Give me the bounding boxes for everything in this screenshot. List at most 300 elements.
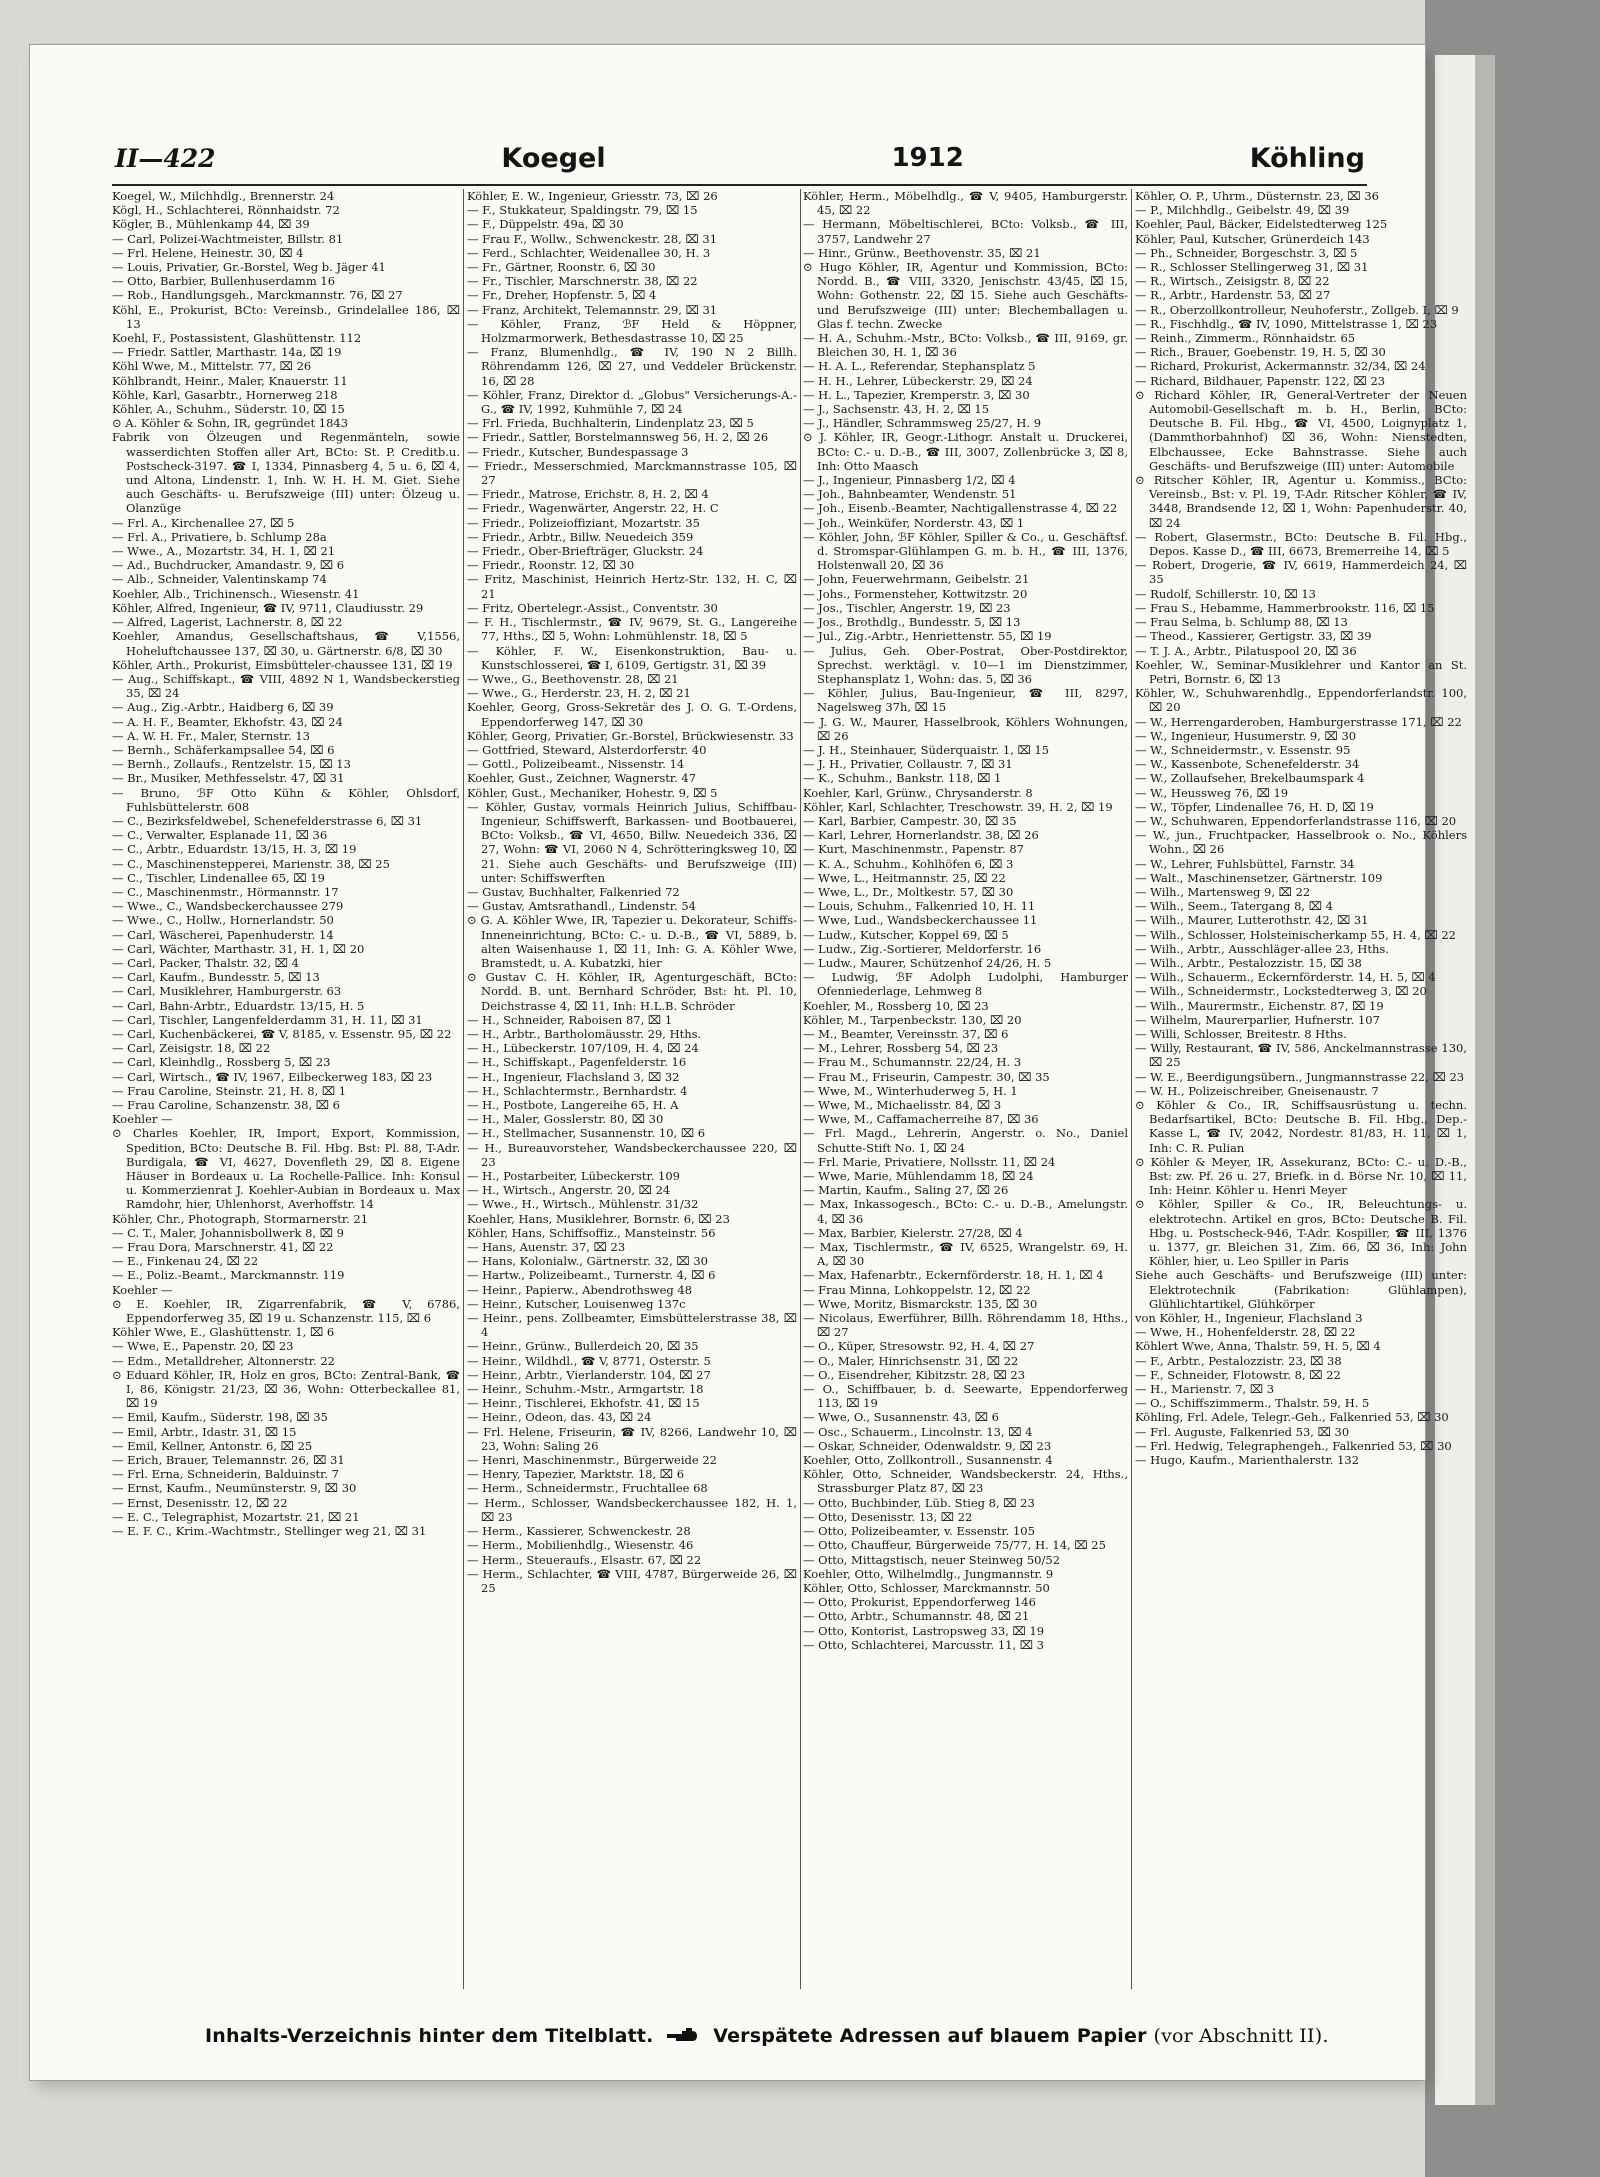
directory-entry: — Fr., Dreher, Hopfenstr. 5, ⌧ 4 xyxy=(467,288,657,303)
directory-entry: — C., Verwalter, Esplanade 11, ⌧ 36 xyxy=(112,828,328,843)
directory-entry: — Joh., Bahnbeamter, Wendenstr. 51 xyxy=(803,487,1017,502)
directory-entry: — Franz, Blumenhdlg., ☎ IV, 190 N 2 Billh. Röhrendamm 126, ⌧ 27, und Veddeler Brückenstr. 16, ⌧ 28 xyxy=(467,345,797,388)
directory-entry: — E., Poliz.-Beamt., Marckmannstr. 119 xyxy=(112,1268,345,1283)
directory-entry: Koehler, Amandus, Gesellschaftshaus, ☎ V,1556, Hoheluftchaussee 137, ⌧ 30, u. Gärtnerstr. 6/8, ⌧ 30 xyxy=(112,629,460,658)
directory-entry: — Ad., Buchdrucker, Amandastr. 9, ⌧ 6 xyxy=(112,558,345,573)
directory-entry: — Otto, Kontorist, Lastropsweg 33, ⌧ 19 xyxy=(803,1623,1045,1638)
head-year: 1912 xyxy=(891,143,964,173)
directory-entry: — Wwe, Lud., Wandsbeckerchaussee 11 xyxy=(803,913,1038,928)
directory-entry: Köhler, M., Tarpenbeckstr. 130, ⌧ 20 xyxy=(803,1012,1022,1027)
directory-entry: — Herm., Schneidermstr., Fruchtallee 68 xyxy=(467,1481,708,1496)
directory-entry: — Frau M., Friseurin, Campestr. 30, ⌧ 35 xyxy=(803,1069,1050,1084)
directory-entry: Koehler, Paul, Bäcker, Eidelstedterweg 125 xyxy=(1135,217,1388,232)
directory-entry: Fabrik von Ölzeugen und Regenmänteln, sowie wasserdichten Stoffen aller Art, BCto: St. P. Creditb.u. Postscheck-3197. ☎ I, 1334, Pinnasberg 4, 5 u. 6, ⌧ 4, und Altona, Lindenstr. 1, Inh. W. H. H. M. Giet. Siehe auch Geschäfts- u. Berufszweige (III) unter: Ölzeug u. Olanzüge xyxy=(112,430,460,516)
directory-entry: — Frau Minna, Lohkoppelstr. 12, ⌧ 22 xyxy=(803,1282,1031,1297)
directory-entry: — Gustav, Buchhalter, Falkenried 72 xyxy=(467,884,680,899)
directory-entry: — Martin, Kaufm., Saling 27, ⌧ 26 xyxy=(803,1183,1009,1198)
directory-entry: — Wilh., Martensweg 9, ⌧ 22 xyxy=(1135,884,1311,899)
directory-entry: — J., Sachsenstr. 43, H. 2, ⌧ 15 xyxy=(803,402,990,417)
directory-entry: — Hinr., Grünw., Beethovenstr. 35, ⌧ 21 xyxy=(803,245,1041,260)
directory-entry: — Carl, Musiklehrer, Hamburgerstr. 63 xyxy=(112,984,342,999)
directory-entry: — Emil, Kellner, Antonstr. 6, ⌧ 25 xyxy=(112,1438,313,1453)
directory-column-1 xyxy=(112,189,460,1989)
directory-entry: — W., Kassenbote, Schenefelderstr. 34 xyxy=(1135,757,1360,772)
directory-entry: — Friedr. Sattler, Marthastr. 14a, ⌧ 19 xyxy=(112,345,342,360)
directory-entry: — Otto, Polizeibeamter, v. Essenstr. 105 xyxy=(803,1524,1035,1539)
directory-entry: — J. H., Steinhauer, Süderquaistr. 1, ⌧ 15 xyxy=(803,742,1050,757)
directory-entry: — Wilh., Seem., Tatergang 8, ⌧ 4 xyxy=(1135,899,1333,914)
footer-index-note: Inhalts-Verzeichnis hinter dem Titelblatt. xyxy=(205,2025,654,2047)
directory-entry: — H., Wirtsch., Angerstr. 20, ⌧ 24 xyxy=(467,1183,671,1198)
directory-entry: Köhlbrandt, Heinr., Maler, Knauerstr. 11 xyxy=(112,373,348,388)
directory-entry: — Heinr., Kutscher, Louisenweg 137c xyxy=(467,1296,686,1311)
directory-entry: — Heinr., Odeon, das. 43, ⌧ 24 xyxy=(467,1410,652,1425)
directory-entry: — Heinr., Tischlerei, Ekhofstr. 41, ⌧ 15 xyxy=(467,1396,700,1411)
directory-entry: — Herm., Schlachter, ☎ VIII, 4787, Bürgerweide 26, ⌧ 25 xyxy=(467,1566,797,1595)
directory-entry: — Herm., Kassierer, Schwenckestr. 28 xyxy=(467,1524,691,1539)
directory-entry: — Wwe., G., Herderstr. 23, H. 2, ⌧ 21 xyxy=(467,686,691,701)
directory-entry: Köhler, Paul, Kutscher, Grünerdeich 143 xyxy=(1135,231,1370,246)
directory-entry: ⊙ Köhler & Co., IR, Schiffsausrüstung u. techn. Bedarfsartikel, BCto: Deutsche B. Fil. Hbg., Dep.-Kasse L, ☎ IV, 2042, Nordestr. 81/83, H. 11, ⌧ 1, Inh: C. R. Pulian xyxy=(1135,1098,1467,1155)
directory-entry: — Carl, Wächter, Marthastr. 31, H. 1, ⌧ 20 xyxy=(112,941,365,956)
directory-entry: — Otto, Arbtr., Schumannstr. 48, ⌧ 21 xyxy=(803,1609,1030,1624)
directory-entry: Koehler — xyxy=(112,1112,173,1127)
directory-entry: Siehe auch Geschäfts- und Berufszweige (III) unter: Elektrotechnik (Fabrikation: Glühlampen), Glühlichtartikel, Glühkörper xyxy=(1135,1268,1467,1311)
directory-column-3 xyxy=(803,189,1128,1989)
directory-entry: Koehler, W., Seminar-Musiklehrer und Kantor an St. Petri, Bornstr. 6, ⌧ 13 xyxy=(1135,657,1467,686)
directory-entry: Koehl, F., Postassistent, Glashüttenstr. 112 xyxy=(112,331,362,346)
directory-entry: — J. H., Privatier, Collaustr. 7, ⌧ 31 xyxy=(803,757,1013,772)
directory-entry: — F., Schneider, Flotowstr. 8, ⌧ 22 xyxy=(1135,1367,1341,1382)
directory-entry: Köhler, Otto, Schneider, Wandsbeckerstr. 24, Hths., Strassburger Platz 87, ⌧ 23 xyxy=(803,1467,1128,1496)
directory-entry: — E. C., Telegraphist, Mozartstr. 21, ⌧ 21 xyxy=(112,1509,360,1524)
directory-entry: — Richard, Bildhauer, Papenstr. 122, ⌧ 23 xyxy=(1135,373,1386,388)
directory-entry: — Karl, Barbier, Campestr. 30, ⌧ 35 xyxy=(803,813,1017,828)
directory-entry: — Köhler, F. W., Eisenkonstruktion, Bau- u. Kunstschlosserei, ☎ I, 6109, Gertigstr. 31, ⌧ 39 xyxy=(467,643,797,672)
directory-entry: — Frl. Auguste, Falkenried 53, ⌧ 30 xyxy=(1135,1424,1350,1439)
directory-entry: — Frl. Magd., Lehrerin, Angerstr. o. No., Daniel Schutte-Stift No. 1, ⌧ 24 xyxy=(803,1126,1128,1155)
directory-entry: Köhler, Chr., Photograph, Stormarnerstr. 21 xyxy=(112,1211,369,1226)
directory-entry: — Wilh., Schauerm., Eckernförderstr. 14, H. 5, ⌧ 4 xyxy=(1135,970,1436,985)
directory-entry: — C., Maschinenmstr., Hörmannstr. 17 xyxy=(112,884,339,899)
directory-entry: — Rich., Brauer, Goebenstr. 19, H. 5, ⌧ 30 xyxy=(1135,345,1386,360)
directory-entry: — E. F. C., Krim.-Wachtmstr., Stellinger weg 21, ⌧ 31 xyxy=(112,1524,427,1539)
directory-entry: Koehler, Otto, Zollkontroll., Susannenstr. 4 xyxy=(803,1453,1053,1468)
directory-entry: — C., Arbtr., Eduardstr. 13/15, H. 3, ⌧ 19 xyxy=(112,842,357,857)
directory-entry: Koehler, Hans, Musiklehrer, Bornstr. 6, ⌧ 23 xyxy=(467,1211,730,1226)
directory-entry: — Carl, Kaufm., Bundesstr. 5, ⌧ 13 xyxy=(112,970,320,985)
directory-entry: — Theod., Kassierer, Gertigstr. 33, ⌧ 39 xyxy=(1135,629,1372,644)
directory-entry: — Max, Barbier, Kielerstr. 27/28, ⌧ 4 xyxy=(803,1225,1023,1240)
directory-entry: — Carl, Polizei-Wachtmeister, Billstr. 81 xyxy=(112,231,344,246)
directory-entry: — Köhler, John, ℬF Köhler, Spiller & Co., u. Geschäftsf. d. Stromspar-Glühlampen G. m. b. H., ☎ III, 1376, Holstenwall 20, ⌧ 36 xyxy=(803,529,1128,573)
directory-entry: — Karl, Lehrer, Hornerlandstr. 38, ⌧ 26 xyxy=(803,828,1039,843)
directory-entry: — Carl, Wirtsch., ☎ IV, 1967, Eilbeckerweg 183, ⌧ 23 xyxy=(112,1069,433,1084)
directory-entry: — W., Ingenieur, Husumerstr. 9, ⌧ 30 xyxy=(1135,728,1357,743)
directory-entry: — Wwe., C., Wandsbeckerchaussee 279 xyxy=(112,899,344,914)
directory-entry: — Richard, Prokurist, Ackermannstr. 32/34, ⌧ 24 xyxy=(1135,359,1426,374)
directory-entry: — Wwe., C., Hollw., Hornerlandstr. 50 xyxy=(112,913,334,928)
directory-entry: — O., Maler, Hinrichsenstr. 31, ⌧ 22 xyxy=(803,1353,1019,1368)
directory-entry: — Friedr., Kutscher, Bundespassage 3 xyxy=(467,444,689,459)
directory-entry: — Herm., Schlosser, Wandsbeckerchaussee 182, H. 1, ⌧ 23 xyxy=(467,1495,797,1524)
directory-entry: — Carl, Packer, Thalstr. 32, ⌧ 4 xyxy=(112,955,299,970)
directory-entry: Koehler, Georg, Gross-Sekretär des J. O. G. T.-Ordens, Eppendorferweg 147, ⌧ 30 xyxy=(467,700,797,729)
directory-entry: — W., Lehrer, Fuhlsbüttel, Farnstr. 34 xyxy=(1135,856,1355,871)
directory-entry: — Wwe, E., Papenstr. 20, ⌧ 23 xyxy=(112,1339,294,1354)
directory-entry: — Gottl., Polizeibeamt., Nissenstr. 14 xyxy=(467,757,685,772)
directory-entry: — Friedr., Messerschmied, Marckmannstrasse 105, ⌧ 27 xyxy=(467,458,797,488)
directory-entry: — Ludwig, ℬF Adolph Ludolphi, Hamburger Ofenniederlage, Lehmweg 8 xyxy=(803,970,1128,999)
directory-entry: Köhler, Georg, Privatier, Gr.-Borstel, Brückwiesenstr. 33 xyxy=(467,728,794,743)
column-divider xyxy=(800,189,801,1989)
directory-entry: — Carl, Zeisigstr. 18, ⌧ 22 xyxy=(112,1041,271,1056)
running-head xyxy=(115,138,1365,178)
directory-entry: — Fr., Tischler, Marschnerstr. 38, ⌧ 22 xyxy=(467,274,698,289)
directory-entry: — O., Schiffbauer, b. d. Seewarte, Eppendorferweg 113, ⌧ 19 xyxy=(803,1382,1128,1411)
directory-entry: — Ernst, Desenisstr. 12, ⌧ 22 xyxy=(112,1495,288,1510)
directory-entry: — Heinr., Schuhm.-Mstr., Armgartstr. 18 xyxy=(467,1382,704,1397)
directory-entry: — Frau M., Schumannstr. 22/24, H. 3 xyxy=(803,1055,1022,1070)
directory-entry: — Frl. Erna, Schneiderin, Balduinstr. 7 xyxy=(112,1467,339,1482)
directory-entry: — C., Bezirksfeldwebel, Schenefelderstrasse 6, ⌧ 31 xyxy=(112,813,423,828)
directory-entry: — Carl, Tischler, Langenfelderdamm 31, H. 11, ⌧ 31 xyxy=(112,1012,423,1027)
directory-entry: — Bernh., Zollaufs., Rentzelstr. 15, ⌧ 13 xyxy=(112,757,351,772)
directory-entry: — C., Tischler, Lindenallee 65, ⌧ 19 xyxy=(112,870,325,885)
directory-entry: — Otto, Desenisstr. 13, ⌧ 22 xyxy=(803,1509,973,1524)
directory-entry: — Jul., Zig.-Arbtr., Henriettenstr. 55, ⌧ 19 xyxy=(803,629,1052,644)
directory-entry: — Fritz, Maschinist, Heinrich Hertz-Str. 132, H. C, ⌧ 21 xyxy=(467,572,797,601)
directory-entry: — Hans, Auenstr. 37, ⌧ 23 xyxy=(467,1240,626,1255)
directory-entry: — W., Herrengarderoben, Hamburgerstrasse 171, ⌧ 22 xyxy=(1135,714,1462,729)
directory-entry: — H., Postarbeiter, Lübeckerstr. 109 xyxy=(467,1169,680,1184)
directory-entry: Köhler, Karl, Schlachter, Treschowstr. 39, H. 2, ⌧ 19 xyxy=(803,799,1113,814)
column-divider xyxy=(463,189,464,1989)
directory-entry: — Frl. Hedwig, Telegraphengeh., Falkenried 53, ⌧ 30 xyxy=(1135,1438,1452,1453)
directory-entry: — Julius, Geh. Ober-Postrat, Ober-Postdirektor, Sprechst. werktägl. v. 10—1 im Dienstzimmer, Stephansplatz 1, Wohn: das. 5, ⌧ 36 xyxy=(803,643,1128,686)
directory-entry: — Reinh., Zimmerm., Rönnhaidstr. 65 xyxy=(1135,331,1356,346)
directory-entry: — Frau Caroline, Schanzenstr. 38, ⌧ 6 xyxy=(112,1098,341,1112)
directory-entry: — Gottfried, Steward, Alsterdorferstr. 40 xyxy=(467,742,707,757)
directory-column-4 xyxy=(1135,189,1467,1989)
directory-entry: — Frl. Marie, Privatiere, Nollsstr. 11, ⌧ 24 xyxy=(803,1154,1056,1169)
directory-entry: — Gustav, Amtsrathandl., Lindenstr. 54 xyxy=(467,899,696,914)
directory-entry: ⊙ J. Köhler, IR, Geogr.-Lithogr. Anstalt u. Druckerei, BCto: C.- u. D.-B., ☎ III, 3007, Zollenbrücke 3, ⌧ 8, Inh: Otto Maasch xyxy=(803,430,1128,473)
directory-entry: Koehler, Otto, Wilhelmdlg., Jungmannstr. 9 xyxy=(803,1566,1054,1581)
directory-entry: — Frau Selma, b. Schlump 88, ⌧ 13 xyxy=(1135,615,1348,630)
directory-entry: — H., Arbtr., Bartholomäusstr. 29, Hths. xyxy=(467,1026,702,1041)
directory-entry: — A. H. F., Beamter, Ekhofstr. 43, ⌧ 24 xyxy=(112,714,343,729)
directory-entry: — Herm., Mobilienhdlg., Wiesenstr. 46 xyxy=(467,1538,694,1553)
directory-entry: — Wwe., A., Mozartstr. 34, H. 1, ⌧ 21 xyxy=(112,544,336,559)
directory-entry: Köhler, E. W., Ingenieur, Griesstr. 73, ⌧ 26 xyxy=(467,189,718,203)
directory-entry: — Wwe, Moritz, Bismarckstr. 135, ⌧ 30 xyxy=(803,1296,1038,1311)
directory-entry: — W., Schuhwaren, Eppendorferlandstrasse 116, ⌧ 20 xyxy=(1135,813,1457,828)
directory-entry: — Wilhelm, Maurerparlier, Hufnerstr. 107 xyxy=(1135,1012,1380,1027)
directory-entry: Köhler, Gust., Mechaniker, Hohestr. 9, ⌧ 5 xyxy=(467,785,718,800)
directory-entry: — W., Schneidermstr., v. Essenstr. 95 xyxy=(1135,742,1351,757)
directory-entry: — W., jun., Fruchtpacker, Hasselbrook o. No., Köhlers Wohn., ⌧ 26 xyxy=(1135,828,1467,857)
directory-entry: — W. E., Beerdigungsübern., Jungmannstrasse 22, ⌧ 23 xyxy=(1135,1069,1465,1084)
directory-entry: — Joh., Eisenb.-Beamter, Nachtigallenstrasse 4, ⌧ 22 xyxy=(803,501,1118,516)
directory-entry: — Wilh., Maurer, Lutterothstr. 42, ⌧ 31 xyxy=(1135,913,1369,928)
head-first-name: Koegel xyxy=(501,142,606,174)
directory-entry: — Fritz, Obertelegr.-Assist., Conventstr. 30 xyxy=(467,600,718,615)
directory-entry: — Carl, Kuchenbäckerei, ☎ V, 8185, v. Essenstr. 95, ⌧ 22 xyxy=(112,1026,452,1041)
directory-entry: — Wwe, Marie, Mühlendamm 18, ⌧ 24 xyxy=(803,1169,1034,1184)
directory-entry: — F. H., Tischlermstr., ☎ IV, 9679, St. G., Langereihe 77, Hths., ⌧ 5, Wohn: Lohmühlenstr. 18, ⌧ 5 xyxy=(467,615,797,644)
directory-entry: — R., Fischhdlg., ☎ IV, 1090, Mittelstrasse 1, ⌧ 23 xyxy=(1135,316,1438,331)
directory-entry: — Otto, Mittagstisch, neuer Steinweg 50/52 xyxy=(803,1552,1061,1567)
directory-entry: — Edm., Metalldreher, Altonnerstr. 22 xyxy=(112,1353,335,1368)
directory-entry: — Nicolaus, Ewerführer, Billh. Röhrendamm 18, Hths., ⌧ 27 xyxy=(803,1311,1128,1340)
page-number: II—422 xyxy=(115,143,216,173)
directory-entry: — Osc., Schauerm., Lincolnstr. 13, ⌧ 4 xyxy=(803,1424,1033,1439)
directory-entry: Köhlert Wwe, Anna, Thalstr. 59, H. 5, ⌧ 4 xyxy=(1135,1339,1381,1354)
head-last-name: Köhling xyxy=(1249,142,1365,174)
directory-entry: — F., Arbtr., Pestalozzistr. 23, ⌧ 38 xyxy=(1135,1353,1342,1368)
directory-entry: — Friedr., Wagenwärter, Angerstr. 22, H. C xyxy=(467,501,719,516)
directory-entry: — O., Küper, Stresowstr. 92, H. 4, ⌧ 27 xyxy=(803,1339,1035,1354)
directory-entry: — K., Schuhm., Bankstr. 118, ⌧ 1 xyxy=(803,771,1002,786)
directory-entry: — Otto, Prokurist, Eppendorferweg 146 xyxy=(803,1595,1036,1610)
directory-entry: — O., Schiffszimmerm., Thalstr. 59, H. 5 xyxy=(1135,1396,1370,1411)
directory-entry: — Frl. A., Kirchenallee 27, ⌧ 5 xyxy=(112,515,295,530)
directory-entry: — Bruno, ℬF Otto Kühn & Köhler, Ohlsdorf, Fuhlsbüttelerstr. 608 xyxy=(112,785,460,814)
directory-entry: — Max, Tischlermstr., ☎ IV, 6525, Wrangelstr. 69, H. A, ⌧ 30 xyxy=(803,1240,1128,1269)
directory-entry: — H., Stellmacher, Susannenstr. 10, ⌧ 6 xyxy=(467,1126,706,1141)
directory-entry: Koegel, W., Milchhdlg., Brennerstr. 24 xyxy=(112,189,335,203)
directory-entry: Koehler — xyxy=(112,1282,173,1297)
directory-entry: — Wwe., G., Beethovenstr. 28, ⌧ 21 xyxy=(467,671,679,686)
directory-entry: Köhler, Otto, Schlosser, Marckmannstr. 50 xyxy=(803,1580,1050,1595)
directory-entry: — Hartw., Polizeibeamt., Turnerstr. 4, ⌧ 6 xyxy=(467,1268,716,1283)
directory-entry: ⊙ Köhler & Meyer, IR, Assekuranz, BCto: C.- u. D.-B., Bst: zw. Pf. 26 u. 27, Briefk. in d. Börse Nr. 10, ⌧ 11, Inh: Heinr. Köhler u. Henri Meyer xyxy=(1135,1154,1467,1198)
directory-entry: — Ernst, Kaufm., Neumünsterstr. 9, ⌧ 30 xyxy=(112,1481,357,1496)
directory-entry: — Emil, Arbtr., Idastr. 31, ⌧ 15 xyxy=(112,1424,297,1439)
page-edge-shadow xyxy=(1475,55,1495,2105)
column-divider xyxy=(1131,189,1132,1989)
directory-entry: — Frl. A., Privatiere, b. Schlump 28a xyxy=(112,529,327,544)
directory-entry: — Robert, Glasermstr., BCto: Deutsche B. Fil. Hbg., Depos. Kasse D., ☎ III, 6673, Bremerreihe 14, ⌧ 5 xyxy=(1135,529,1467,559)
directory-entry: — Kurt, Maschinenmstr., Papenstr. 87 xyxy=(803,842,1024,857)
header-rule xyxy=(112,184,1367,186)
directory-entry: — Frau F., Wollw., Schwenckestr. 28, ⌧ 31 xyxy=(467,231,718,246)
directory-entry: — Hermann, Möbeltischlerei, BCto: Volksb., ☎ III, 3757, Landwehr 27 xyxy=(803,217,1128,246)
directory-entry: — Walt., Maschinensetzer, Gärtnerstr. 109 xyxy=(1135,870,1383,885)
directory-entry: — Emil, Kaufm., Süderstr. 198, ⌧ 35 xyxy=(112,1410,328,1425)
directory-column-2 xyxy=(467,189,797,1989)
directory-entry: — J., Ingenieur, Pinnasberg 1/2, ⌧ 4 xyxy=(803,473,1016,488)
directory-entry: — Alb., Schneider, Valentinskamp 74 xyxy=(112,572,327,587)
directory-entry: — Oskar, Schneider, Odenwaldstr. 9, ⌧ 23 xyxy=(803,1438,1052,1453)
directory-entry: — Wwe, M., Michaelisstr. 84, ⌧ 3 xyxy=(803,1098,1002,1112)
directory-entry: Köhl, E., Prokurist, BCto: Vereinsb., Grindelallee 186, ⌧ 13 xyxy=(112,302,460,331)
directory-entry: — M., Beamter, Vereinsstr. 37, ⌧ 6 xyxy=(803,1026,1009,1041)
directory-entry: Köhler, O. P., Uhrm., Düsternstr. 23, ⌧ 36 xyxy=(1135,189,1379,203)
directory-entry: ⊙ Richard Köhler, IR, General-Vertreter der Neuen Automobil-Gesellschaft m. b. H., Berlin, BCto: Deutsche B. Fil. Hbg., ☎ VI, 4500, Loignyplatz 1, (Dammthorbahnhof) ⌧ 36, Wohn: Nienstedten, Elbchaussee, Ecke Bahnstrasse. Siehe auch Geschäfts- und Berufszweige (III) unter: Automobile xyxy=(1135,387,1467,473)
directory-entry: — R., Schlosser Stellingerweg 31, ⌧ 31 xyxy=(1135,260,1369,275)
directory-entry: — W., Zollaufseher, Brekelbaumspark 4 xyxy=(1135,771,1365,786)
directory-entry: — O., Eisendreher, Kibitzstr. 28, ⌧ 23 xyxy=(803,1367,1026,1382)
directory-entry: — Carl, Wäscherei, Papenhuderstr. 14 xyxy=(112,927,334,942)
directory-entry: — H., Schneider, Raboisen 87, ⌧ 1 xyxy=(467,1012,673,1027)
directory-entry: Köhl Wwe, M., Mittelstr. 77, ⌧ 26 xyxy=(112,359,312,374)
directory-entry: — H., Schiffskapt., Pagenfelderstr. 16 xyxy=(467,1055,687,1070)
directory-entry: ⊙ Eduard Köhler, IR, Holz en gros, BCto: Zentral-Bank, ☎ I, 86, Königstr. 21/23, ⌧ 36, Wohn: Otterbeckallee 81, ⌧ 19 xyxy=(112,1367,460,1411)
directory-entry: — Robert, Drogerie, ☎ IV, 6619, Hammerdeich 24, ⌧ 35 xyxy=(1135,558,1467,587)
directory-entry: Koehler, Alb., Trichinensch., Wiesenstr. 41 xyxy=(112,586,360,601)
directory-entry: — Frau Caroline, Steinstr. 21, H. 8, ⌧ 1 xyxy=(112,1083,347,1098)
directory-entry: ⊙ G. A. Köhler Wwe, IR, Tapezier u. Dekorateur, Schiffs-Inneneinrichtung, BCto: C.- u. D.-B., ☎ VI, 5889, b. alten Waisenhause 1, ⌧ 11, Inh: G. A. Köhler Wwe, Bramstedt, u. A. Kubatzki, hier xyxy=(467,913,797,970)
directory-entry: — Heinr., Grünw., Bullerdeich 20, ⌧ 35 xyxy=(467,1339,699,1354)
directory-entry: — Frau Dora, Marschnerstr. 41, ⌧ 22 xyxy=(112,1240,334,1255)
directory-entry: ⊙ A. Köhler & Sohn, IR, gegründet 1843 xyxy=(112,416,349,431)
directory-entry: — Wilh., Arbtr., Pestalozzistr. 15, ⌧ 38 xyxy=(1135,955,1362,970)
directory-entry: — Erich, Brauer, Telemannstr. 26, ⌧ 31 xyxy=(112,1453,345,1468)
directory-entry: — Friedr., Arbtr., Billw. Neuedeich 359 xyxy=(467,529,694,544)
directory-entry: — Fr., Gärtner, Roonstr. 6, ⌧ 30 xyxy=(467,260,656,275)
footer-late-addresses: Verspätete Adressen auf blauem Papier xyxy=(713,2025,1147,2047)
directory-entry: — Frl. Helene, Heinestr. 30, ⌧ 4 xyxy=(112,245,304,260)
footer-section-ref: (vor Abschnitt II). xyxy=(1153,2025,1329,2047)
directory-entry: Köhler, Arth., Prokurist, Eimsbütteler-chaussee 131, ⌧ 19 xyxy=(112,657,453,672)
directory-entry: — Ludw., Kutscher, Koppel 69, ⌧ 5 xyxy=(803,927,1009,942)
directory-entry: — H. H., Lehrer, Lübeckerstr. 29, ⌧ 24 xyxy=(803,373,1033,388)
directory-entry: — Jos., Tischler, Angerstr. 19, ⌧ 23 xyxy=(803,600,1011,615)
directory-entry: — Ludw., Zig.-Sortierer, Meldorferstr. 16 xyxy=(803,941,1042,956)
directory-entry: Kögler, B., Mühlenkamp 44, ⌧ 39 xyxy=(112,217,310,232)
directory-entry: — Hans, Kolonialw., Gärtnerstr. 32, ⌧ 30 xyxy=(467,1254,708,1269)
directory-entry: Köhler, Herm., Möbelhdlg., ☎ V, 9405, Hamburgerstr. 45, ⌧ 22 xyxy=(803,189,1128,218)
directory-entry: — Wwe, M., Winterhuderweg 5, H. 1 xyxy=(803,1083,1018,1098)
directory-entry: — Aug., Zig.-Arbtr., Haidberg 6, ⌧ 39 xyxy=(112,700,334,715)
directory-entry: — John, Feuerwehrmann, Geibelstr. 21 xyxy=(803,572,1030,587)
directory-entry: Koehler, Karl, Grünw., Chrysanderstr. 8 xyxy=(803,785,1033,800)
directory-entry: — H., Maler, Gosslerstr. 80, ⌧ 30 xyxy=(467,1112,664,1127)
directory-entry: — Wwe, H., Hohenfelderstr. 28, ⌧ 22 xyxy=(1135,1325,1356,1340)
directory-entry: — H., Postbote, Langereihe 65, H. A xyxy=(467,1098,679,1112)
directory-entry: — Henri, Maschinenmstr., Bürgerweide 22 xyxy=(467,1453,717,1468)
directory-entry: ⊙ Köhler, Spiller & Co., IR, Beleuchtungs- u. elektrotechn. Artikel en gros, BCto: Deutsche B. Fil. Hbg. u. Postscheck-946, T-Adr. Kospiller, ☎ III, 1376 u. 1377, gr. Bleichen 31, Zim. 66, ⌧ 36, Inh: John Köhler, hier, u. Leo Spiller in Paris xyxy=(1135,1197,1467,1269)
directory-entry: — Otto, Barbier, Bullenhuserdamm 16 xyxy=(112,274,336,289)
directory-entry: — Köhler, Gustav, vormals Heinrich Julius, Schiffbau-Ingenieur, Schiffswerft, Barkassen- und Bootbauerei, BCto: Volksb., ☎ VI, 4650, Billw. Neuedeich 336, ⌧ 27, Wohn: ☎ VI, 2060 N 4, Schrötteringksweg 10, ⌧ 21. Siehe auch Geschäfts- und Berufszweige (III) unter: Schiffswerften xyxy=(467,799,797,885)
directory-entry: — W., Heussweg 76, ⌧ 19 xyxy=(1135,785,1289,800)
directory-entry: Koehler, Gust., Zeichner, Wagnerstr. 47 xyxy=(467,771,697,786)
directory-entry: — Max, Hafenarbtr., Eckernförderstr. 18, H. 1, ⌧ 4 xyxy=(803,1268,1104,1283)
directory-entry: — Friedr., Roonstr. 12, ⌧ 30 xyxy=(467,558,635,573)
directory-entry: — Heinr., Arbtr., Vierlanderstr. 104, ⌧ 27 xyxy=(467,1367,711,1382)
directory-entry: — Br., Musiker, Methfesselstr. 47, ⌧ 31 xyxy=(112,771,345,786)
directory-entry: ⊙ Ritscher Köhler, IR, Agentur u. Kommiss., BCto: Vereinsb., Bst: v. Pl. 19, T-Adr. Ritscher Köhler, ☎ IV, 3448, Brandsende 12, ⌧ 1, Wohn: Papenhuderstr. 40, ⌧ 24 xyxy=(1135,473,1467,530)
directory-entry: — Wilh., Schneidermstr., Lockstedterweg 3, ⌧ 20 xyxy=(1135,984,1427,999)
directory-entry: — Frl. Frieda, Buchhalterin, Lindenplatz 23, ⌧ 5 xyxy=(467,416,754,431)
directory-entry: — R., Oberzollkontrolleur, Neuhoferstr., Zollgeb. I, ⌧ 9 xyxy=(1135,302,1459,317)
directory-entry: von Köhler, H., Ingenieur, Flachsland 3 xyxy=(1135,1311,1363,1326)
footer-notice xyxy=(205,2025,1405,2047)
directory-entry: — R., Arbtr., Hardenstr. 53, ⌧ 27 xyxy=(1135,288,1331,303)
directory-entry: — C. T., Maler, Johannisbollwerk 8, ⌧ 9 xyxy=(112,1225,344,1240)
directory-entry: — Aug., Schiffskapt., ☎ VIII, 4892 N 1, Wandsbeckerstieg 35, ⌧ 24 xyxy=(112,671,460,701)
directory-entry: Koehler, M., Rossberg 10, ⌧ 23 xyxy=(803,998,989,1013)
directory-entry: — Köhler, Franz, ℬF Held & Höppner, Holzmarmorwerk, Bethesdastrasse 10, ⌧ 25 xyxy=(467,316,797,346)
directory-entry: — Köhler, Franz, Direktor d. „Globus" Versicherungs-A.-G., ☎ IV, 1992, Kuhmühle 7, ⌧ 24 xyxy=(467,387,797,417)
directory-entry: — Jos., Brothdlg., Bundesstr. 5, ⌧ 13 xyxy=(803,615,1021,630)
directory-entry: — Ludw., Maurer, Schützenhof 24/26, H. 5 xyxy=(803,955,1052,970)
directory-entry: — Otto, Chauffeur, Bürgerweide 75/77, H. 14, ⌧ 25 xyxy=(803,1538,1106,1553)
directory-entry: — Johs., Formensteher, Kottwitzstr. 20 xyxy=(803,586,1028,601)
directory-entry: — Wwe., H., Wirtsch., Mühlenstr. 31/32 xyxy=(467,1197,699,1212)
directory-entry: — Wwe, O., Susannenstr. 43, ⌧ 6 xyxy=(803,1410,999,1425)
directory-entry: — Louis, Privatier, Gr.-Borstel, Weg b. Jäger 41 xyxy=(112,260,386,275)
directory-entry: ⊙ Charles Koehler, IR, Import, Export, Kommission, Spedition, BCto: Deutsche B. Fil. Hbg. Bst: Pl. 88, T-Adr. Burdigala, ☎ VI, 4627, Dovenfleth 29, ⌧ 8. Eigene Häuser in Bordeaux u. La Rochelle-Pallice. Inh: Konsul u. Kommerzienrat J. Koehler-Aubian in Bordeaux u. Max Ramdohr, hier, Uhlenhorst, Averhoffstr. 14 xyxy=(112,1126,460,1212)
directory-entry: Kögl, H., Schlachterei, Rönnhaidstr. 72 xyxy=(112,203,340,218)
directory-entry: — Joh., Weinküfer, Norderstr. 43, ⌧ 1 xyxy=(803,515,1025,530)
directory-entry: — Willi, Schlosser, Breitestr. 8 Hths. xyxy=(1135,1026,1347,1041)
directory-entry: — Frl. Helene, Friseurin, ☎ IV, 8266, Landwehr 10, ⌧ 23, Wohn: Saling 26 xyxy=(467,1424,797,1453)
directory-entry: — E., Finkenau 24, ⌧ 22 xyxy=(112,1254,259,1269)
directory-entry: — Carl, Bahn-Arbtr., Eduardstr. 13/15, H. 5 xyxy=(112,998,365,1013)
directory-entry: Köhler, A., Schuhm., Süderstr. 10, ⌧ 15 xyxy=(112,402,345,417)
directory-entry: ⊙ Gustav C. H. Köhler, IR, Agenturgeschäft, BCto: Nordd. B. unt. Bernhard Schröder, Bst: ht. Pl. 10, Deichstrasse 4, ⌧ 11, Inh: H.L.B. Schröder xyxy=(467,970,797,1013)
directory-entry: Köhler Wwe, E., Glashüttenstr. 1, ⌧ 6 xyxy=(112,1325,335,1340)
directory-entry: — P., Milchhdlg., Geibelstr. 49, ⌧ 39 xyxy=(1135,203,1350,218)
directory-entry: — Otto, Schlachterei, Marcusstr. 11, ⌧ 3 xyxy=(803,1637,1045,1652)
directory-entry: — H., Bureauvorsteher, Wandsbeckerchaussee 220, ⌧ 23 xyxy=(467,1140,797,1169)
directory-entry: — T. J. A., Arbtr., Pilatuspool 20, ⌧ 36 xyxy=(1135,643,1357,658)
directory-entry: — H., Marienstr. 7, ⌧ 3 xyxy=(1135,1382,1275,1397)
directory-entry: — H. A. L., Referendar, Stephansplatz 5 xyxy=(803,359,1036,374)
directory-entry: — F., Düppelstr. 49a, ⌧ 30 xyxy=(467,217,624,232)
directory-entry: Köhler, Hans, Schiffsoffiz., Mansteinstr. 56 xyxy=(467,1225,716,1240)
directory-entry: — Friedr., Sattler, Borstelmannsweg 56, H. 2, ⌧ 26 xyxy=(467,430,769,445)
directory-entry: Köhler, W., Schuhwarenhdlg., Eppendorferlandstr. 100, ⌧ 20 xyxy=(1135,686,1467,715)
directory-entry: — Otto, Buchbinder, Lüb. Stieg 8, ⌧ 23 xyxy=(803,1495,1035,1510)
directory-entry: — Friedr., Ober-Briefträger, Gluckstr. 24 xyxy=(467,544,704,559)
directory-entry: — Max, Inkassogesch., BCto: C.- u. D.-B., Amelungstr. 4, ⌧ 36 xyxy=(803,1197,1128,1226)
directory-entry: — Wilh., Arbtr., Ausschläger-allee 23, Hths. xyxy=(1135,941,1389,956)
directory-entry: — M., Lehrer, Rossberg 54, ⌧ 23 xyxy=(803,1041,999,1056)
directory-entry: — Wwe, M., Caffamacherreihe 87, ⌧ 36 xyxy=(803,1112,1039,1127)
directory-entry: — Herm., Steueraufs., Elsastr. 67, ⌧ 22 xyxy=(467,1552,702,1567)
directory-entry: — H. L., Tapezier, Kremperstr. 3, ⌧ 30 xyxy=(803,387,1030,402)
directory-entry: — W. H., Polizeischreiber, Gneisenaustr. 7 xyxy=(1135,1083,1379,1098)
directory-entry: ⊙ Hugo Köhler, IR, Agentur und Kommission, BCto: Nordd. B., ☎ VIII, 3320, Jenischstr. 43/45, ⌧ 15, Wohn: Gothenstr. 22, ⌧ 15. Siehe auch Geschäfts- und Berufszweige (III) unter: Blechemballagen u. Glas f. techn. Zwecke xyxy=(803,260,1128,331)
directory-entry: — Köhler, Julius, Bau-Ingenieur, ☎ III, 8297, Nagelsweg 37h, ⌧ 15 xyxy=(803,686,1128,715)
directory-entry: — Louis, Schuhm., Falkenried 10, H. 11 xyxy=(803,899,1036,914)
directory-entry: — Heinr., Wildhdl., ☎ V, 8771, Osterstr. 5 xyxy=(467,1353,711,1368)
directory-entry: — Franz, Architekt, Telemannstr. 29, ⌧ 31 xyxy=(467,302,718,317)
directory-entry: — C., Maschinenstepperei, Marienstr. 38, ⌧ 25 xyxy=(112,856,390,871)
directory-entry: — Bernh., Schäferkampsallee 54, ⌧ 6 xyxy=(112,742,335,757)
directory-entry: ⊙ E. Koehler, IR, Zigarrenfabrik, ☎ V, 6786, Eppendorferweg 35, ⌧ 19 u. Schanzenstr. 115, ⌧ 6 xyxy=(112,1296,460,1326)
directory-entry: — F., Stukkateur, Spaldingstr. 79, ⌧ 15 xyxy=(467,203,698,218)
directory-entry: — Hugo, Kaufm., Marienthalerstr. 132 xyxy=(1135,1453,1360,1468)
directory-entry: — Ph., Schneider, Borgeschstr. 3, ⌧ 5 xyxy=(1135,245,1358,260)
directory-entry: Köhler, Alfred, Ingenieur, ☎ IV, 9711, Claudiusstr. 29 xyxy=(112,600,424,615)
directory-entry: — H., Schlachtermstr., Bernhardstr. 4 xyxy=(467,1083,688,1098)
directory-entry: — Heinr., Papierw., Abendrothsweg 48 xyxy=(467,1282,693,1297)
directory-entry: — Friedr., Polizeioffiziant, Mozartstr. 35 xyxy=(467,515,700,530)
directory-entry: Köhle, Karl, Gasarbtr., Hornerweg 218 xyxy=(112,387,338,402)
directory-entry: — Wwe, L., Dr., Moltkestr. 57, ⌧ 30 xyxy=(803,884,1014,899)
directory-entry: — K. A., Schuhm., Kohlhöfen 6, ⌧ 3 xyxy=(803,856,1014,871)
directory-entry: — Willy, Restaurant, ☎ IV, 586, Anckelmannstrasse 130, ⌧ 25 xyxy=(1135,1041,1467,1070)
directory-entry: — Carl, Kleinhdlg., Rossberg 5, ⌧ 23 xyxy=(112,1055,331,1070)
directory-entry: — Friedr., Matrose, Erichstr. 8, H. 2, ⌧ 4 xyxy=(467,487,709,502)
directory-entry: — H., Ingenieur, Flachsland 3, ⌧ 32 xyxy=(467,1069,680,1084)
directory-entry: — Frau S., Hebamme, Hammerbrookstr. 116, ⌧ 15 xyxy=(1135,600,1435,615)
